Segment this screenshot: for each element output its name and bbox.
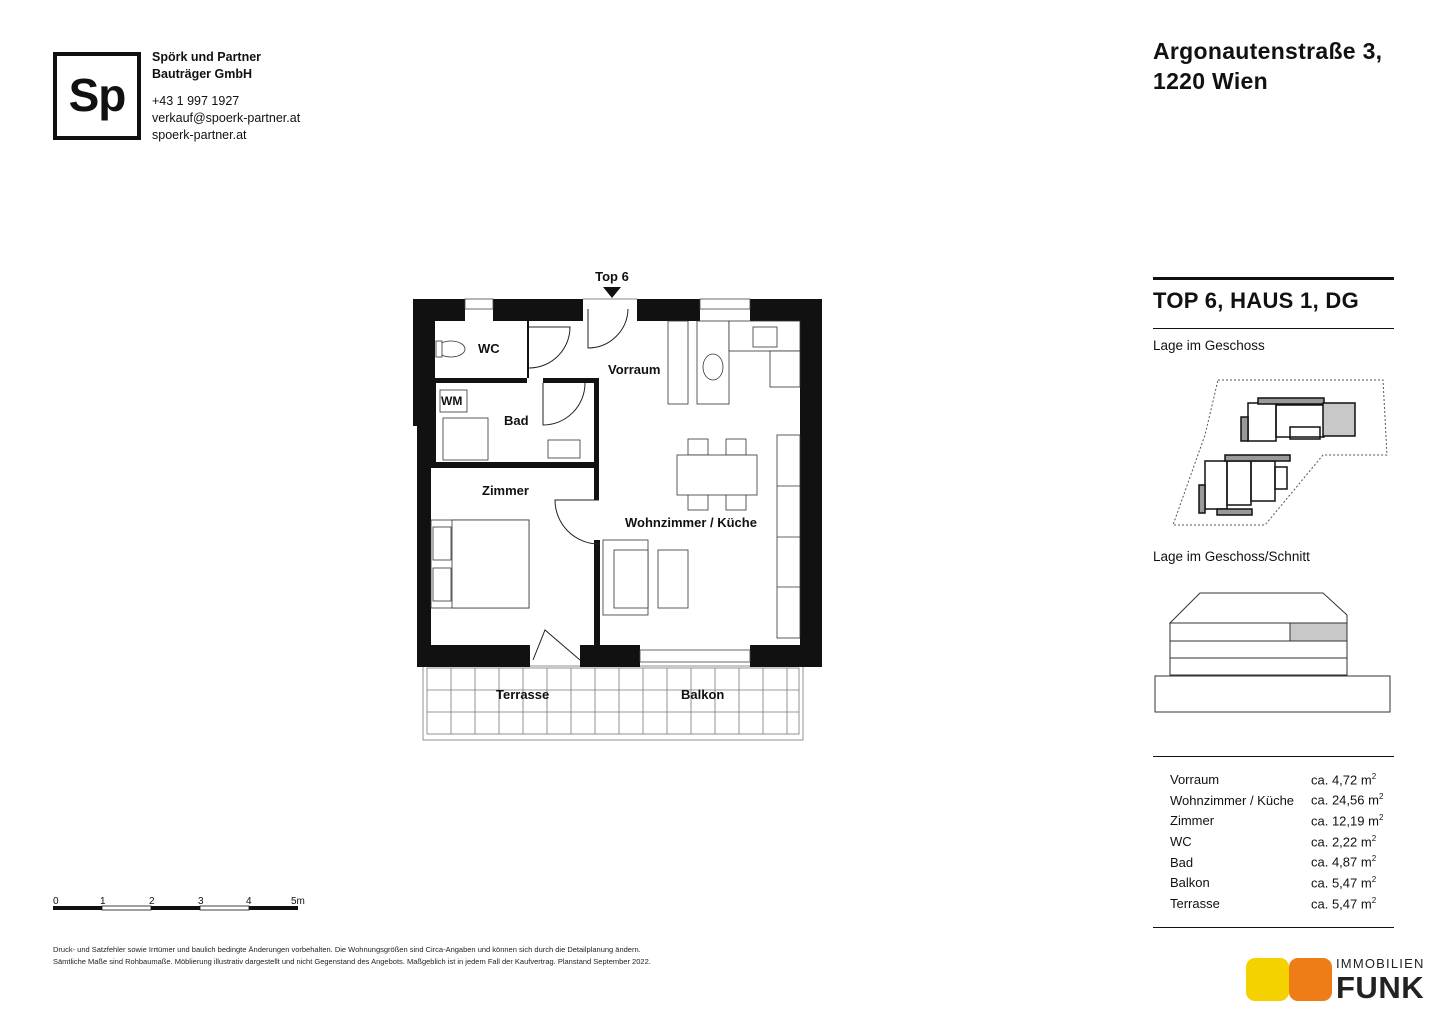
area-row — [1170, 872, 1383, 893]
disclaimer-line2: Sämtliche Maße sind Rohbaumaße. Möblierung illustrativ dargestellt und nicht Gegenstand des Angebots. Maßgeblich ist in jedem Fall der Kaufvertrag. Planstand September 2022. — [53, 957, 651, 966]
funk-logo-orange-square — [1289, 958, 1332, 1001]
room-label-bad: Bad — [504, 413, 529, 428]
entrance-arrow — [603, 287, 621, 298]
contact-phone: +43 1 997 1927 — [152, 94, 240, 108]
areas-bottom-rule — [1153, 927, 1394, 928]
areas-top-rule — [1153, 756, 1394, 757]
area-value: ca. 5,47 $m^2$ — [1311, 895, 1377, 912]
area-value: ca. 4,87 $m^2$ — [1311, 854, 1377, 870]
company-name-line1: Spörk und Partner — [152, 50, 262, 64]
area-name: Balkon — [1170, 875, 1210, 891]
area-value: ca. 5,47 $m^2$ — [1311, 875, 1377, 891]
dining-table — [677, 439, 757, 510]
address-line1: Argonautenstraße 3, — [1153, 38, 1383, 64]
area-name: Zimmer — [1170, 813, 1215, 829]
scale-tick: 1 — [100, 896, 106, 907]
area-name: Vorraum — [1170, 771, 1220, 787]
section-location-label: Lage im Geschoss/Schnitt — [1153, 549, 1310, 564]
room-label-wohnzimmer: Wohnzimmer / Küche — [625, 515, 757, 530]
scale-tick: 3 — [198, 896, 204, 907]
area-value: ca. 12,19 $m^2$ — [1311, 813, 1384, 829]
area-table — [1170, 769, 1383, 914]
entrance-label: Top 6 — [595, 269, 629, 284]
area-row — [1170, 852, 1383, 873]
company-name-line2: Bauträger GmbH — [152, 67, 253, 81]
built-in-cabinets — [777, 435, 800, 638]
area-name: Bad — [1170, 854, 1194, 870]
room-label-vorraum: Vorraum — [608, 362, 661, 377]
area-name: WC — [1170, 833, 1192, 849]
bed — [431, 520, 529, 608]
scale-tick: 4 — [246, 896, 252, 907]
funk-logo-yellow-square — [1246, 958, 1289, 1001]
area-row — [1170, 810, 1383, 831]
site-plan-diagram — [1165, 375, 1395, 535]
room-label-balkon: Balkon — [681, 687, 725, 702]
floor-location-label: Lage im Geschoss — [1153, 338, 1265, 353]
area-row — [1170, 769, 1383, 790]
property-address — [1153, 36, 1382, 96]
area-value: ca. 2,22 $m^2$ — [1311, 833, 1377, 850]
area-row — [1170, 893, 1383, 914]
unit-title: TOP 6, HAUS 1, DG — [1153, 288, 1360, 313]
area-name: Terrasse — [1170, 895, 1220, 911]
area-name: Wohnzimmer / Küche — [1170, 792, 1295, 808]
lower-building — [1199, 455, 1290, 515]
area-value: ca. 24,56 $m^2$ — [1311, 792, 1384, 808]
title-top-rule — [1153, 277, 1394, 280]
area-row — [1170, 831, 1383, 852]
disclaimer-line1: Druck- und Satzfehler sowie Irrtümer und baulich bedingte Änderungen vorbehalten. Die Wohnungsgrößen sind Circa-Angaben und können sich durch die Detailplanung ändern. — [53, 945, 641, 954]
logo-text: Sp — [68, 69, 126, 121]
contact-web: spoerk-partner.at — [152, 128, 247, 142]
room-label-wm: WM — [441, 394, 463, 408]
section-highlight — [1290, 623, 1347, 641]
scale-bar — [53, 893, 303, 923]
disclaimer — [53, 944, 773, 968]
sofa — [603, 540, 688, 615]
room-label-terrasse: Terrasse — [496, 687, 550, 702]
area-row — [1170, 790, 1383, 811]
title-bottom-rule — [1153, 328, 1394, 329]
room-label-wc: WC — [478, 341, 500, 356]
contact-email: verkauf@spoerk-partner.at — [152, 111, 301, 125]
terrace-deck — [423, 666, 803, 740]
funk-logo-big-text: FUNK — [1336, 970, 1425, 1005]
address-line2: 1220 Wien — [1153, 68, 1268, 94]
floor-plan — [405, 262, 835, 752]
scale-tick: 5m — [291, 896, 305, 907]
scale-tick: 0 — [53, 896, 59, 907]
area-value: ca. 4,72 $m^2$ — [1311, 771, 1377, 787]
funk-logo-small-text: IMMOBILIEN — [1336, 956, 1425, 971]
room-label-zimmer: Zimmer — [482, 483, 529, 498]
section-diagram — [1153, 590, 1393, 715]
company-logo — [53, 52, 141, 140]
company-name — [152, 49, 261, 83]
unit-highlight — [1323, 403, 1355, 436]
scale-tick: 2 — [149, 896, 155, 907]
contact-info — [152, 93, 300, 144]
upper-building — [1241, 398, 1324, 441]
